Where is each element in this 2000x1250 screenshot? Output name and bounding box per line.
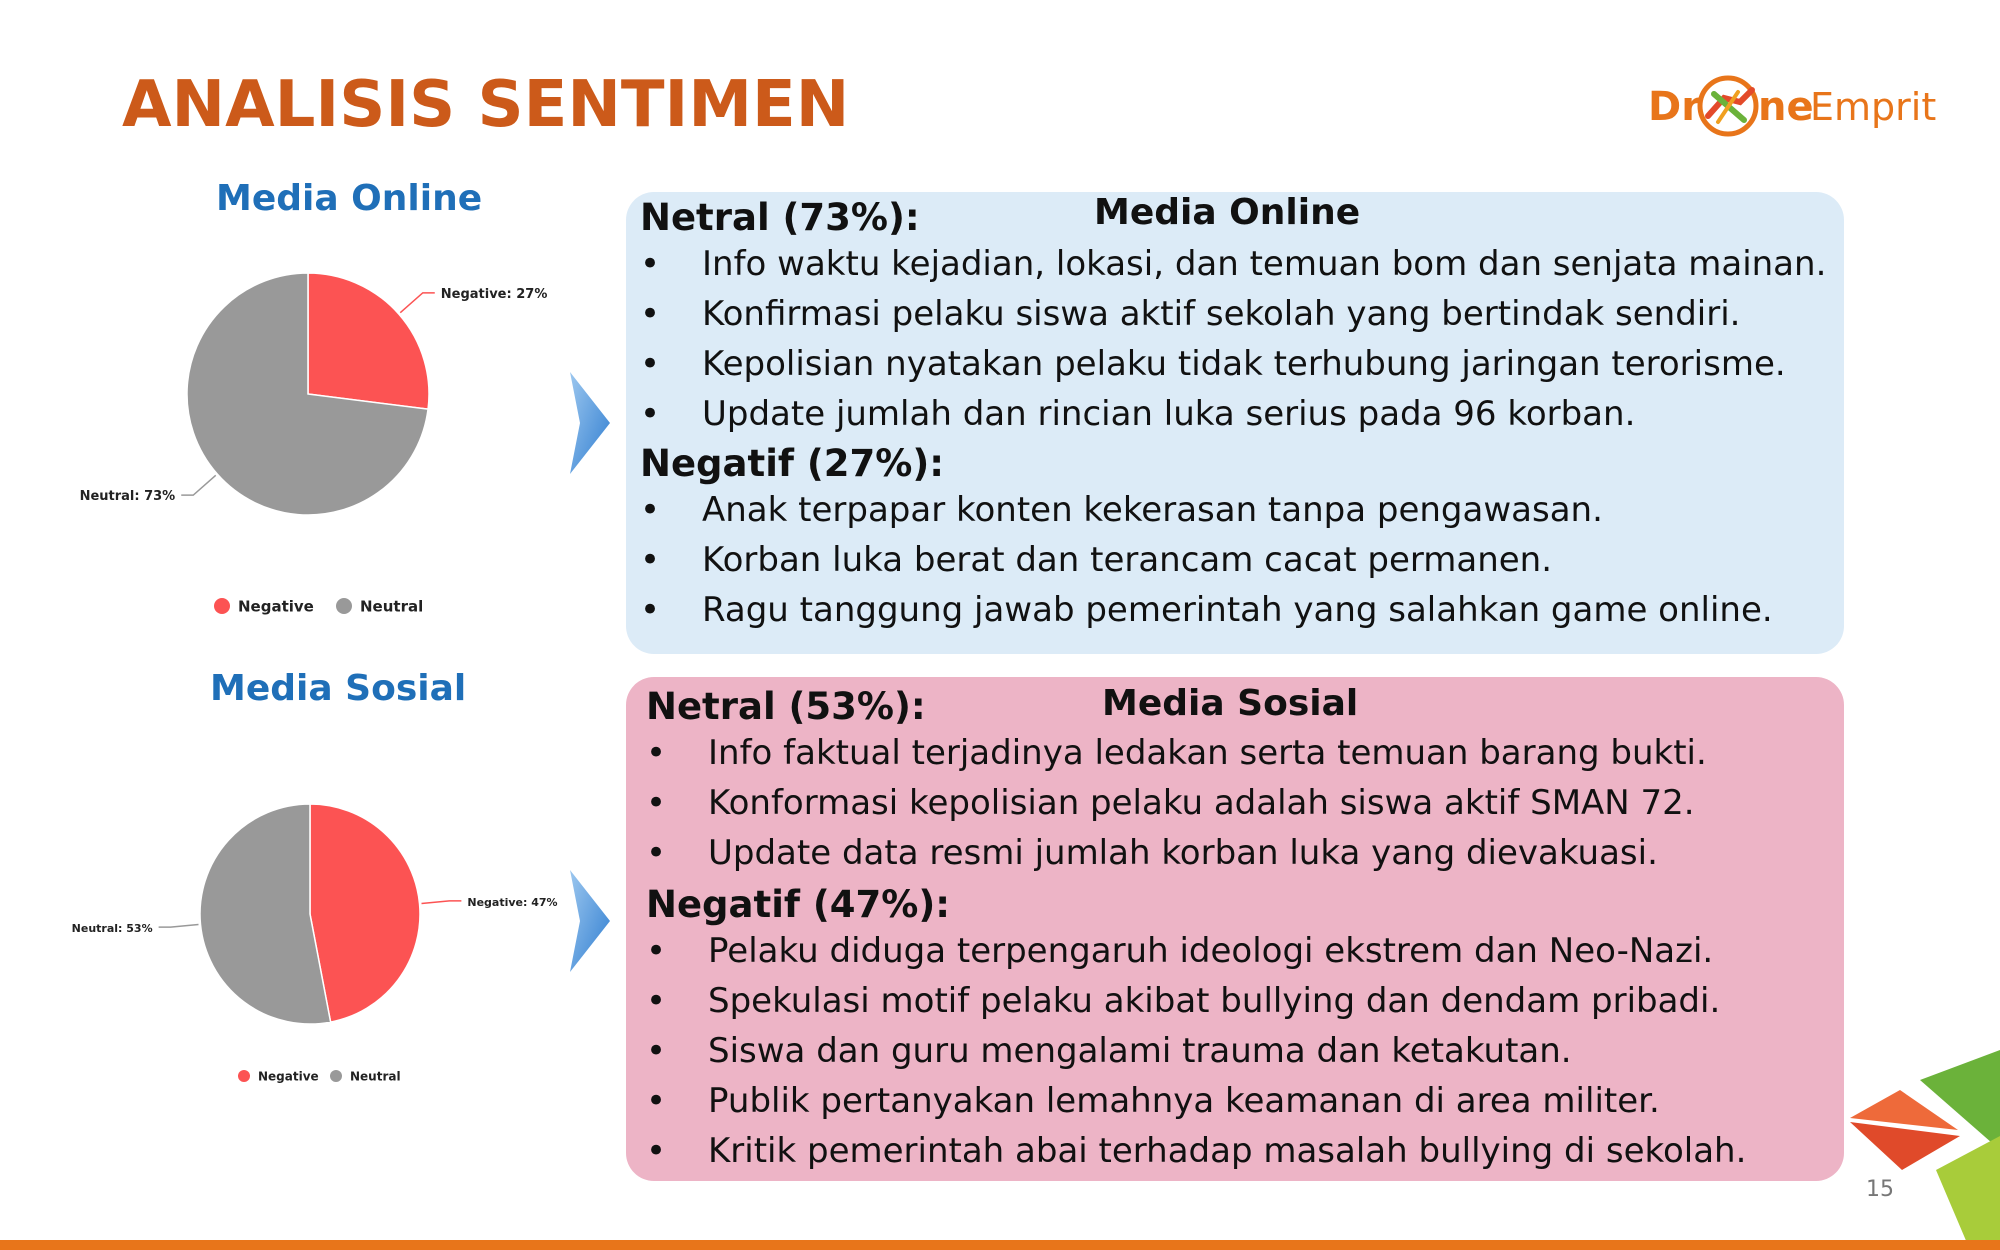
- bullet-icon: •: [646, 931, 667, 971]
- negatif-heading: Negatif (27%):: [640, 442, 945, 485]
- list-item-text: Anak terpapar konten kekerasan tanpa pengawasan.: [702, 490, 1603, 530]
- pie-slice-negative: [308, 273, 429, 409]
- bullet-icon: •: [640, 394, 661, 434]
- list-item-text: Update data resmi jumlah korban luka yang dievakuasi.: [708, 833, 1658, 873]
- legend-label: Neutral: [360, 597, 424, 616]
- data-label: Neutral: 53%: [71, 922, 153, 936]
- logo-text-emprit: Emprit: [1810, 85, 1937, 129]
- legend-item-negative: [214, 597, 314, 615]
- bullet-icon: •: [646, 783, 667, 823]
- list-item-text: Info faktual terjadinya ledakan serta temuan barang bukti.: [708, 733, 1707, 773]
- list-item-text: Kepolisian nyatakan pelaku tidak terhubung jaringan terorisme.: [702, 344, 1786, 384]
- logo-text-ne: ne: [1758, 84, 1814, 130]
- corner-decoration: [1840, 1040, 2000, 1250]
- list-item-text: Publik pertanyakan lemahnya keamanan di area militer.: [708, 1081, 1660, 1121]
- list-item-text: Siswa dan guru mengalami trauma dan ketakutan.: [708, 1031, 1572, 1071]
- leader-line: [400, 293, 435, 313]
- leader-line: [181, 475, 216, 495]
- legend-label: Negative: [238, 597, 314, 616]
- legend-item-neutral: [336, 597, 423, 615]
- netral-heading: Netral (73%):: [640, 196, 920, 239]
- arrow-right-icon: [566, 868, 614, 974]
- negatif-heading: Negatif (47%):: [646, 883, 951, 926]
- legend-label: Negative: [258, 1069, 319, 1084]
- list-item-text: Konformasi kepolisian pelaku adalah siswa aktif SMAN 72.: [708, 783, 1695, 823]
- bullet-icon: •: [646, 981, 667, 1021]
- bullet-icon: •: [640, 490, 661, 530]
- panel-media-sosial: [626, 677, 1844, 1181]
- legend-swatch: [214, 598, 230, 614]
- panel-media-online: [626, 192, 1844, 654]
- footer-bar: [0, 1240, 2000, 1250]
- panel-heading: Media Sosial: [1102, 683, 1359, 724]
- data-label: Neutral: 73%: [79, 489, 176, 505]
- pie-slice-negative: [310, 804, 420, 1022]
- data-label: Negative: 47%: [467, 895, 558, 909]
- netral-heading: Netral (53%):: [646, 685, 926, 728]
- legend-swatch: [330, 1070, 342, 1082]
- drone-icon: [1700, 78, 1756, 134]
- logo-text-dr: Dr: [1648, 84, 1701, 130]
- data-label: Negative: 27%: [440, 286, 548, 302]
- leader-line: [159, 925, 199, 928]
- panel-heading: Media Online: [1094, 192, 1361, 233]
- legend-label: Neutral: [350, 1069, 401, 1084]
- legend-swatch: [238, 1070, 250, 1082]
- bullet-icon: •: [646, 1131, 667, 1171]
- bullet-icon: •: [646, 833, 667, 873]
- list-item-text: Spekulasi motif pelaku akibat bullying dan dendam pribadi.: [708, 981, 1721, 1021]
- legend-swatch: [336, 598, 352, 614]
- list-item-text: Korban luka berat dan terancam cacat permanen.: [702, 540, 1553, 580]
- list-item-text: Pelaku diduga terpengaruh ideologi ekstrem dan Neo-Nazi.: [708, 931, 1714, 971]
- bullet-icon: •: [640, 540, 661, 580]
- pie-chart-media-online: [60, 240, 580, 640]
- bullet-icon: •: [646, 1031, 667, 1071]
- bullet-icon: •: [640, 344, 661, 384]
- page-number: 15: [1866, 1177, 1894, 1202]
- chart-title-media-sosial: Media Sosial: [210, 668, 467, 709]
- list-item-text: Info waktu kejadian, lokasi, dan temuan bom dan senjata mainan.: [702, 244, 1827, 284]
- arrow-right-icon: [566, 370, 614, 476]
- pie-chart-media-sosial: [60, 770, 580, 1100]
- list-item-text: Ragu tanggung jawab pemerintah yang salahkan game online.: [702, 590, 1773, 630]
- leader-line: [422, 901, 462, 904]
- drone-emprit-logo: [1648, 68, 1937, 144]
- bullet-icon: •: [640, 590, 661, 630]
- list-item-text: Update jumlah dan rincian luka serius pada 96 korban.: [702, 394, 1636, 434]
- chart-title-media-online: Media Online: [216, 178, 483, 219]
- legend-item-neutral: [330, 1069, 401, 1083]
- list-item-text: Kritik pemerintah abai terhadap masalah bullying di sekolah.: [708, 1131, 1747, 1171]
- bullet-icon: •: [646, 1081, 667, 1121]
- bullet-icon: •: [640, 294, 661, 334]
- bullet-icon: •: [640, 244, 661, 284]
- list-item-text: Konfirmasi pelaku siswa aktif sekolah yang bertindak sendiri.: [702, 294, 1741, 334]
- legend-item-negative: [238, 1069, 319, 1083]
- bullet-icon: •: [646, 733, 667, 773]
- page-title: ANALISIS SENTIMEN: [122, 68, 850, 142]
